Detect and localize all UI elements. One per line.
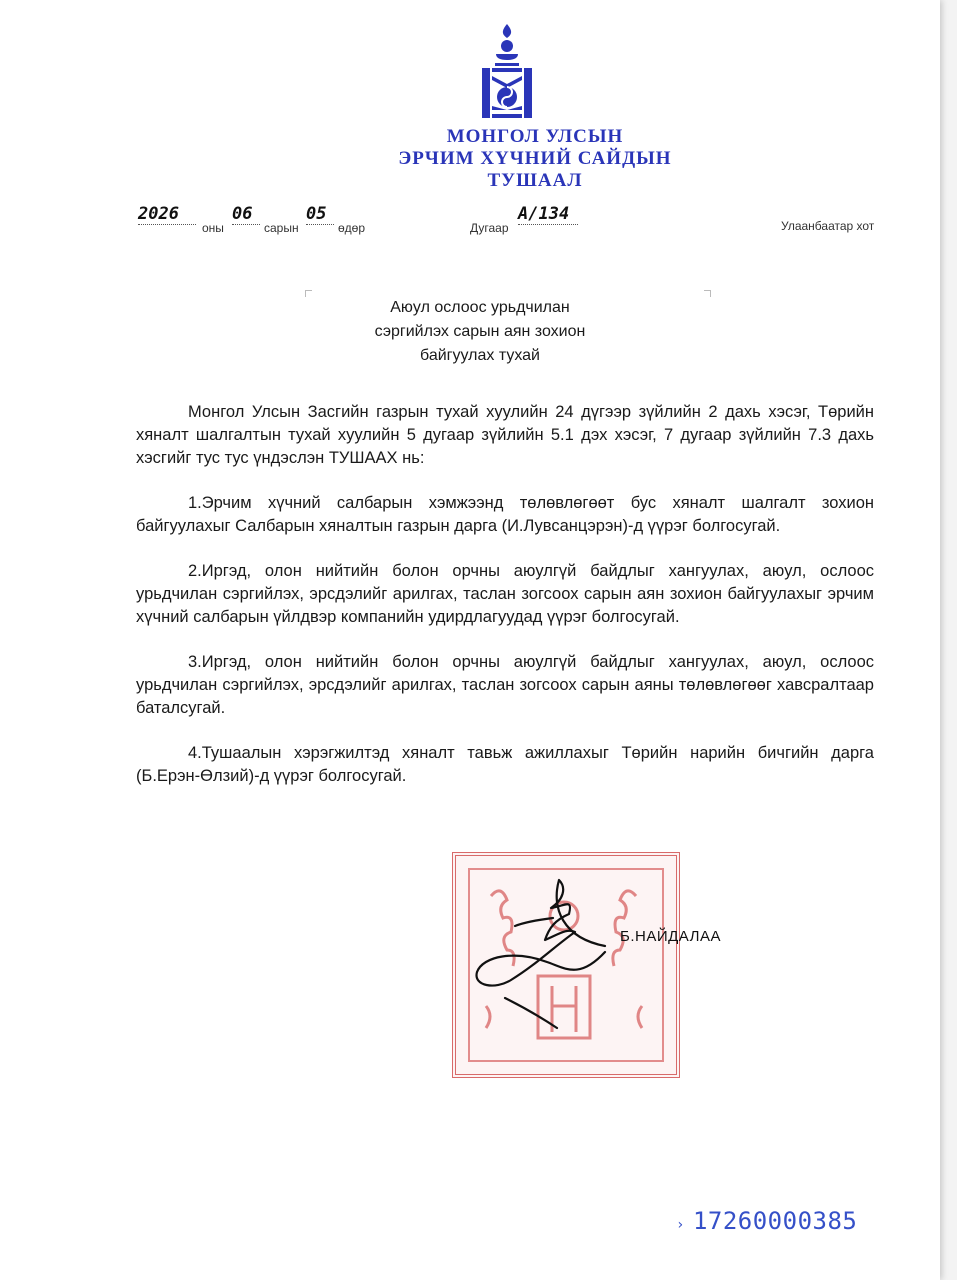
order-number: А/134 xyxy=(518,204,578,225)
order-number-label: Дугаар xyxy=(470,221,509,235)
city-name: Улаанбаатар хот xyxy=(781,219,875,233)
body-item-4: 4.Тушаалын хэрэгжилтэд хяналт тавьж ажиллахыг Төрийн нарийн бичгийн дарга (Б.Ерэн-Өлзий)-д үүрэг болгосугай. xyxy=(136,744,874,785)
subject-line-1: Аюул ослоос урьдчилан xyxy=(390,299,570,316)
serial-mark: › xyxy=(676,1217,685,1233)
heading-order: ТУШААЛ xyxy=(487,170,583,191)
date-month: 06 xyxy=(232,204,260,225)
order-subject xyxy=(280,296,680,368)
date-day: 05 xyxy=(306,204,334,225)
document-serial-number xyxy=(676,1207,857,1235)
document-heading xyxy=(0,126,957,192)
serial-value: 17260000385 xyxy=(692,1207,858,1235)
subject-line-3: байгуулах тухай xyxy=(420,347,540,364)
heading-ministry: ЭРЧИМ ХҮЧНИЙ САЙДЫН xyxy=(398,148,672,169)
body-item-2: 2.Иргэд, олон нийтийн болон орчны аюулгүй байдлыг хангуулах, аюул, ослоос урьдчилан сэргийлэх, эрсдэлийг арилгах, таслан зогсоох сарын аян зохион байгуулахыг эрчим хүчний салбарын үйлдвэр компанийн удирдлагуудад үүрэг болгосугай. xyxy=(136,562,874,626)
subject-corner-right xyxy=(704,290,711,297)
soyombo-emblem-icon xyxy=(478,22,536,122)
handwritten-signature-icon xyxy=(455,868,655,1038)
date-month-suffix: сарын xyxy=(264,221,299,235)
date-year-suffix: оны xyxy=(202,221,224,235)
order-body xyxy=(136,401,874,810)
heading-country: МОНГОЛ УЛСЫН xyxy=(446,126,624,147)
body-preamble: Монгол Улсын Засгийн газрын тухай хуулийн 24 дүгээр зүйлийн 2 дахь хэсэг, Төрийн хяналт шалгалтын тухай хуулийн 5 дугаар зүйлийн 5.1 дэх хэсэг, 7 дугаар зүйлийн 7.3 дахь хэсгийг тус тус үндэслэн ТУШААХ нь: xyxy=(136,403,874,467)
body-item-3: 3.Иргэд, олон нийтийн болон орчны аюулгүй байдлыг хангуулах, аюул, ослоос урьдчилан сэргийлэх, эрсдэлийг арилгах, таслан зогсоох сарын аяны төлөвлөгөөг хавсралтаар баталсугай. xyxy=(136,653,874,717)
body-item-1: 1.Эрчим хүчний салбарын хэмжээнд төлөвлөгөөт бус хяналт шалгалт зохион байгуулахыг Салбарын хяналтын газрын дарга (И.Лувсанцэрэн)-д үүрэг болгосугай. xyxy=(136,494,874,535)
subject-line-2: сэргийлэх сарын аян зохион xyxy=(374,323,586,340)
signer-name: Б.НАЙДАЛАА xyxy=(620,928,721,945)
dateline xyxy=(0,200,940,240)
date-year: 2026 xyxy=(138,204,196,225)
date-day-suffix: өдөр xyxy=(338,221,366,235)
